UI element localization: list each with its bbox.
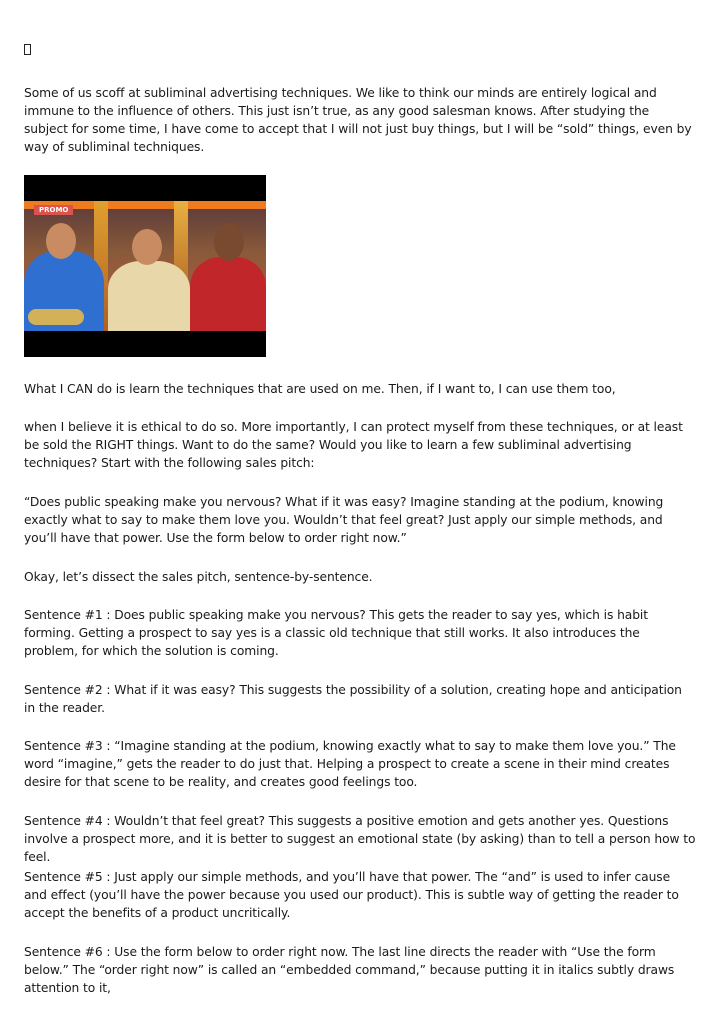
- promo-badge: PROMO: [34, 205, 73, 215]
- paragraph-sentence-5: Sentence #5 : Just apply our simple methods, and you’ll have that power. The “and” is used to infer cause and effect (you’ll have the power because you used our product). This is subtle way of getting the reader to accept the benefits of a product uncritically.: [24, 870, 679, 920]
- paragraph-dissect: Okay, let’s dissect the sales pitch, sentence-by-sentence.: [24, 570, 373, 584]
- paragraph-sentence-4: Sentence #4 : Wouldn’t that feel great? This suggests a positive emotion and gets another yes. Questions involve a prospect more, and it is better to suggest an emotional state (by asking) than to tell a person how to feel.: [24, 814, 696, 864]
- person-center: [108, 261, 190, 331]
- paragraph-sentence-3: Sentence #3 : “Imagine standing at the podium, knowing exactly what to say to make them love you.” The word “imagine,” gets the reader to do just that. Helping a prospect to create a scene in their mind creates desire for that scene to be reality, and creates good feelings too.: [24, 739, 676, 789]
- promo-image: [24, 175, 266, 357]
- paragraph-pitch: “Does public speaking make you nervous? What if it was easy? Imagine standing at the podium, knowing exactly what to say to make them love you. Wouldn’t that feel great? Just apply our simple methods, and you’ll have that power. Use the form below to order right now.”: [24, 495, 664, 545]
- paragraph-sentence-2: Sentence #2 : What if it was easy? This suggests the possibility of a solution, creating hope and anticipation in the reader.: [24, 683, 682, 715]
- promo-scene: [24, 201, 266, 331]
- paragraph-sentence-1: Sentence #1 : Does public speaking make you nervous? This gets the reader to say yes, which is habit forming. Getting a prospect to say yes is a classic old technique that still works. It also introduces the problem, for which the solution is coming.: [24, 608, 648, 658]
- channel-logo: [28, 309, 84, 325]
- paragraph-learn: [24, 380, 696, 399]
- paragraph-ethical: when I believe it is ethical to do so. More importantly, I can protect myself from these techniques, or at least be sold the RIGHT things. Want to do the same? Would you like to learn a few subliminal advertising techniques? Start with the following sales pitch:: [24, 420, 683, 470]
- learn-text: What I CAN do is learn the techniques that are used on me. Then, if I want to, I can use them too,: [24, 382, 616, 396]
- person-right: [190, 257, 266, 331]
- missing-glyph-icon: [24, 44, 31, 55]
- paragraph-intro: Some of us scoff at subliminal advertising techniques. We like to think our minds are entirely logical and immune to the influence of others. This just isn’t true, as any good salesman knows. After studying the subject for some time, I have come to accept that I will not just buy things, but I will be “sold” things, even by way of subliminal techniques.: [24, 86, 692, 154]
- paragraph-sentence-6: Sentence #6 : Use the form below to order right now. The last line directs the reader with “Use the form below.” The “order right now” is called an “embedded command,” because putting it in italics subtly draws attention to it,: [24, 945, 675, 995]
